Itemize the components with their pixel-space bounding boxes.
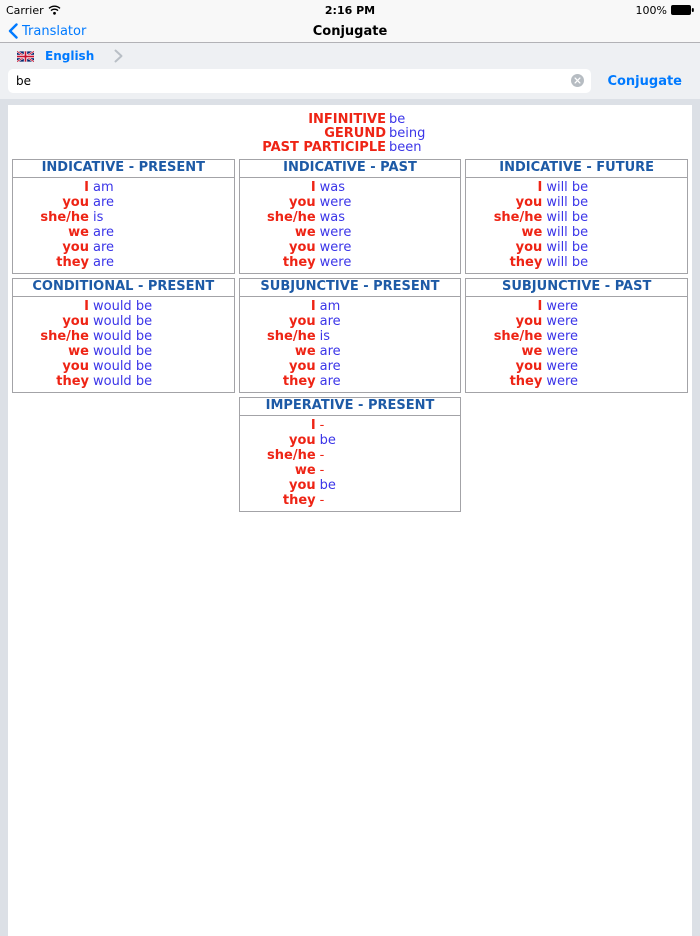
conjugation-row [240, 374, 461, 389]
verb-form: are [319, 314, 341, 329]
conjugation-table-title: SUBJUNCTIVE - PAST [466, 279, 687, 297]
conjugation-row [240, 329, 461, 344]
conjugation-row [240, 433, 461, 448]
pronoun: they [56, 374, 89, 389]
search-field [8, 69, 591, 93]
conjugation-table [239, 397, 462, 512]
conjugation-table-body [240, 297, 461, 392]
conjugation-table-title: SUBJUNCTIVE - PRESENT [240, 279, 461, 297]
conjugation-table-body [240, 178, 461, 273]
pronoun: you [515, 314, 543, 329]
form-label: PAST PARTICIPLE [262, 140, 386, 155]
verb-form: - [319, 448, 325, 463]
pronoun: she/he [493, 329, 543, 344]
pronoun: we [68, 344, 89, 359]
verb-form: is [93, 210, 104, 225]
conjugation-table [239, 278, 462, 393]
pronoun: they [509, 374, 543, 389]
conjugation-table [12, 159, 235, 274]
pronoun: you [62, 240, 89, 255]
pronoun: I [84, 299, 89, 314]
pronoun: you [288, 478, 316, 493]
conjugation-row [466, 329, 687, 344]
conjugation-row [240, 448, 461, 463]
pronoun: she/he [40, 210, 89, 225]
pronoun: I [310, 418, 316, 433]
pronoun: you [288, 433, 316, 448]
pronoun: I [537, 299, 543, 314]
subheader [0, 43, 700, 99]
carrier-label: Carrier [6, 3, 44, 17]
pronoun: they [282, 374, 316, 389]
pronoun: they [509, 255, 543, 270]
conjugation-table [465, 159, 688, 274]
conjugation-table-title: INDICATIVE - PAST [240, 160, 461, 178]
conjugation-row [13, 180, 234, 195]
conjugation-table-body [13, 178, 234, 273]
pronoun: you [515, 240, 543, 255]
form-label: INFINITIVE [308, 112, 386, 127]
pronoun: they [56, 255, 89, 270]
conjugation-row [240, 195, 461, 210]
form-label: GERUND [324, 126, 386, 141]
status-time: 2:16 PM [324, 3, 376, 17]
verb-form: would be [93, 314, 153, 329]
conjugation-row [466, 180, 687, 195]
conjugation-row [466, 344, 687, 359]
verb-form: would be [93, 299, 153, 314]
verb-form: are [93, 195, 115, 210]
pronoun: they [282, 493, 316, 508]
pronoun: she/he [267, 448, 316, 463]
verb-form: will be [546, 195, 589, 210]
back-button-label: Translator [22, 23, 87, 39]
conjugation-row [240, 255, 461, 270]
form-value: been [389, 140, 422, 155]
language-selector[interactable] [0, 45, 700, 67]
verb-form: - [319, 463, 325, 478]
verb-form: are [93, 255, 115, 270]
conjugation-row [240, 463, 461, 478]
conjugation-table [12, 278, 235, 393]
conjugation-table-title: CONDITIONAL - PRESENT [13, 279, 234, 297]
page-title: Conjugate [312, 23, 388, 39]
verb-form: will be [546, 210, 589, 225]
verb-form: is [319, 329, 331, 344]
conjugation-row [240, 344, 461, 359]
verb-form: were [319, 225, 352, 240]
pronoun: you [62, 314, 89, 329]
pronoun: we [521, 344, 543, 359]
conjugation-row [466, 359, 687, 374]
conjugation-row [13, 299, 234, 314]
conjugation-row [466, 210, 687, 225]
conjugation-table-title: INDICATIVE - FUTURE [466, 160, 687, 178]
pronoun: we [294, 463, 316, 478]
conjugation-row [240, 180, 461, 195]
conjugate-button[interactable]: Conjugate [607, 73, 682, 89]
verb-form: would be [93, 374, 153, 389]
conjugation-row [466, 225, 687, 240]
conjugation-row [240, 418, 461, 433]
pronoun: I [537, 180, 543, 195]
conjugation-row [240, 493, 461, 508]
verb-form: were [546, 329, 579, 344]
conjugation-row [240, 225, 461, 240]
verb-form: were [546, 314, 579, 329]
search-input[interactable] [8, 69, 591, 93]
verb-form: am [93, 180, 114, 195]
conjugation-row [466, 374, 687, 389]
conjugation-row [13, 314, 234, 329]
form-row [8, 141, 692, 155]
form-value: be [389, 112, 406, 127]
conjugation-row [240, 240, 461, 255]
chevron-left-icon [8, 23, 18, 39]
uk-flag-icon [17, 51, 34, 62]
verb-form: will be [546, 240, 589, 255]
verb-form: were [319, 255, 352, 270]
verb-form: would be [93, 344, 153, 359]
pronoun: we [68, 225, 89, 240]
back-button[interactable] [8, 23, 86, 39]
verb-form: are [93, 225, 115, 240]
conjugation-row [13, 374, 234, 389]
conjugation-row [13, 329, 234, 344]
conjugation-row [466, 299, 687, 314]
nav-bar [0, 20, 700, 43]
conjugation-row [240, 299, 461, 314]
conjugation-row [466, 195, 687, 210]
status-bar [0, 0, 700, 20]
verb-form: would be [93, 359, 153, 374]
language-label: English [45, 49, 95, 63]
verb-form: was [319, 210, 346, 225]
verb-form: were [319, 240, 352, 255]
verb-form: were [546, 299, 579, 314]
pronoun: she/he [493, 210, 543, 225]
verb-form: are [93, 240, 115, 255]
pronoun: you [62, 195, 89, 210]
pronoun: you [515, 359, 543, 374]
conjugation-panel [8, 105, 692, 936]
conjugation-row [466, 314, 687, 329]
conjugation-row [13, 240, 234, 255]
pronoun: you [288, 195, 316, 210]
conjugation-row [466, 255, 687, 270]
conjugation-row [13, 255, 234, 270]
pronoun: she/he [267, 329, 316, 344]
verb-form: will be [546, 255, 589, 270]
conjugation-row [240, 314, 461, 329]
form-value: being [389, 126, 426, 141]
pronoun: we [521, 225, 543, 240]
conjugation-table-body [240, 416, 461, 511]
conjugation-row [240, 359, 461, 374]
verb-form: are [319, 359, 341, 374]
conjugation-table-body [466, 178, 687, 273]
verb-form: would be [93, 329, 153, 344]
conjugation-grid [12, 159, 688, 512]
clear-icon[interactable] [571, 74, 584, 87]
verb-form: are [319, 344, 341, 359]
verb-form: are [319, 374, 341, 389]
pronoun: you [288, 314, 316, 329]
verb-form: will be [546, 225, 589, 240]
pronoun: we [294, 225, 316, 240]
conjugation-table [239, 159, 462, 274]
pronoun: she/he [40, 329, 89, 344]
chevron-right-icon [114, 49, 123, 63]
verb-form: were [546, 359, 579, 374]
pronoun: I [310, 180, 316, 195]
verb-form: be [319, 433, 336, 448]
conjugation-row [13, 225, 234, 240]
conjugation-row [240, 478, 461, 493]
verb-form: were [546, 344, 579, 359]
conjugation-row [13, 210, 234, 225]
verb-form: - [319, 493, 325, 508]
verb-form: - [319, 418, 325, 433]
verb-form: were [319, 195, 352, 210]
pronoun: we [294, 344, 316, 359]
verb-forms [8, 105, 692, 155]
battery-percent-label: 100% [635, 3, 667, 17]
conjugation-table-body [13, 297, 234, 392]
verb-form: were [546, 374, 579, 389]
conjugation-table-body [466, 297, 687, 392]
conjugation-table-title: IMPERATIVE - PRESENT [240, 398, 461, 416]
search-bar [0, 67, 700, 93]
conjugation-row [466, 240, 687, 255]
conjugation-row [240, 210, 461, 225]
pronoun: you [288, 240, 316, 255]
conjugation-table-title: INDICATIVE - PRESENT [13, 160, 234, 178]
pronoun: you [288, 359, 316, 374]
form-row [8, 113, 692, 127]
verb-form: be [319, 478, 336, 493]
verb-form: will be [546, 180, 589, 195]
conjugation-table [465, 278, 688, 393]
conjugation-row [13, 359, 234, 374]
conjugation-row [13, 195, 234, 210]
conjugation-row [13, 344, 234, 359]
pronoun: you [515, 195, 543, 210]
pronoun: you [62, 359, 89, 374]
verb-form: was [319, 180, 346, 195]
pronoun: I [310, 299, 316, 314]
pronoun: they [282, 255, 316, 270]
form-row [8, 127, 692, 141]
verb-form: am [319, 299, 341, 314]
pronoun: I [84, 180, 89, 195]
pronoun: she/he [267, 210, 316, 225]
